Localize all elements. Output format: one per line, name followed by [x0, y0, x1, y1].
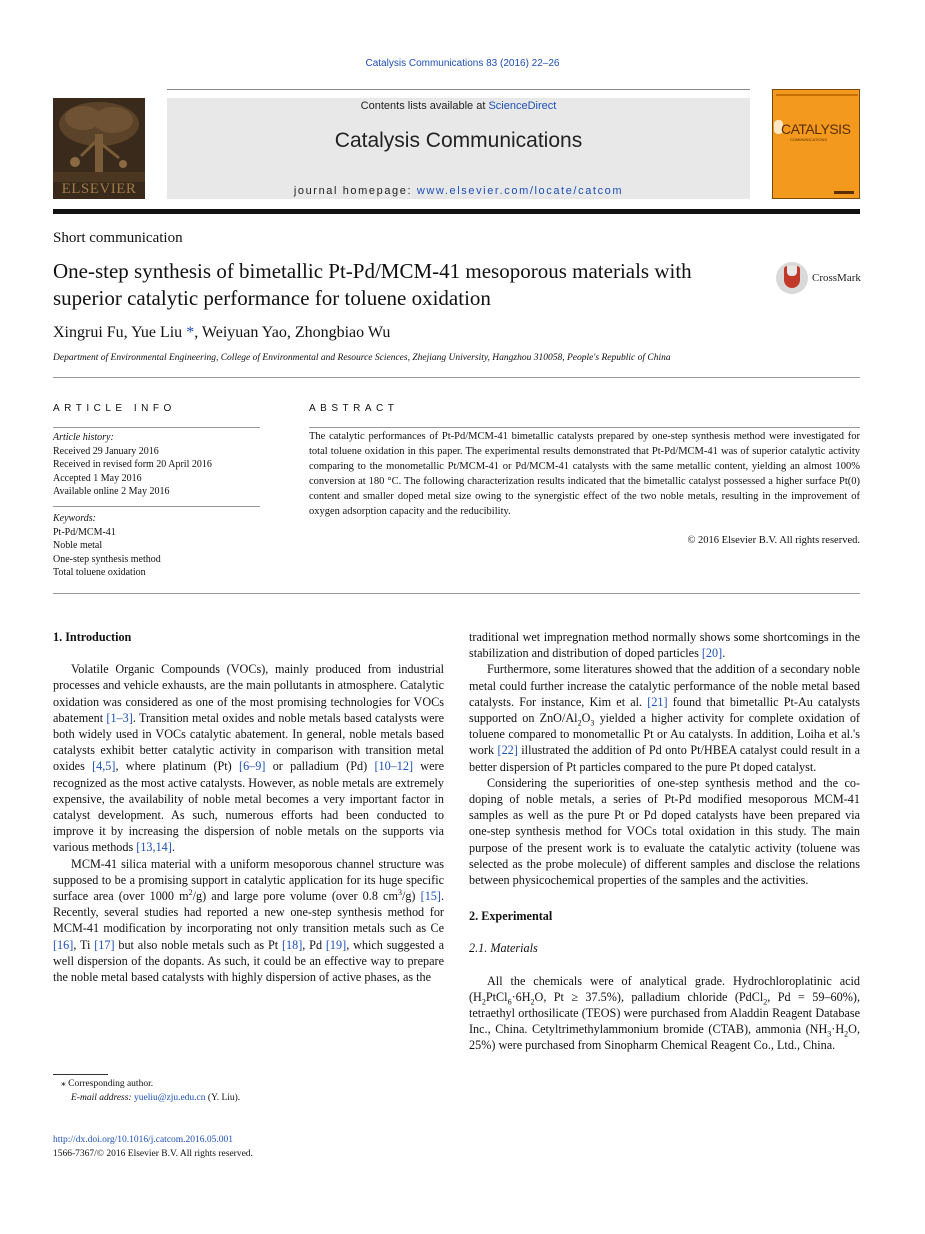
body-left-column	[53, 629, 444, 985]
article-title: One-step synthesis of bimetallic Pt-Pd/MCM-41 mesoporous materials with superior catalytic performance for toluene oxidation	[53, 259, 692, 310]
corresponding-label: Corresponding author.	[65, 1079, 154, 1089]
cover-band	[776, 94, 858, 96]
history-accepted: Accepted 1 May 2016	[53, 472, 142, 484]
tree-emblem-icon	[53, 98, 145, 182]
divider-after-affiliation	[53, 377, 860, 378]
abstract-heading: ABSTRACT	[309, 403, 399, 414]
doi-block	[53, 1134, 253, 1161]
history-online: Available online 2 May 2016	[53, 486, 170, 497]
reference-link[interactable]: [17]	[94, 937, 115, 952]
abstract-copyright: © 2016 Elsevier B.V. All rights reserved.	[687, 535, 860, 546]
journal-cover-image[interactable]	[772, 89, 860, 199]
email-label: E-mail address:	[71, 1092, 134, 1103]
affiliation: Department of Environmental Engineering, College of Environmental and Resource Sciences, Zhejiang University, Hangzhou 310058, People's Republic of China	[53, 353, 671, 363]
article-type: Short communication	[53, 230, 183, 246]
email-link[interactable]: yueliu@zju.edu.cn	[133, 1092, 206, 1103]
reference-link[interactable]: [16]	[53, 937, 74, 952]
article-info-heading: ARTICLE INFO	[53, 403, 176, 414]
issn-copyright: 1566-7367/© 2016 Elsevier B.V. All rights reserved.	[53, 1148, 253, 1159]
reference-link[interactable]: [20]	[701, 646, 723, 661]
footnote-rule	[53, 1074, 108, 1075]
paragraph: Considering the superiorities of one-step synthesis method and the co-doping of noble metals, a series of Pt-Pd modified mesoporous MCM-41 samples as well as the pure Pt or Pd doped catalysts have been prepared via one-step synthesis method for VOCs total oxidation in this study. The main purpose of the present work is to evaluate the catalytic activity (toluene was selected as the probe molecule) of different samples and disclose the relations between physicochemical properties of the samples and the activities.	[469, 775, 860, 888]
header-divider	[53, 209, 860, 214]
reference-link[interactable]: [21]	[647, 694, 668, 709]
reference-link[interactable]: [13,14]	[136, 840, 172, 855]
article-info-rule	[53, 427, 260, 428]
history-revised: Received in revised form 20 April 2016	[53, 459, 212, 470]
doi-link[interactable]: http://dx.doi.org/10.1016/j.catcom.2016.05.001	[53, 1135, 234, 1145]
reference-link[interactable]: [15]	[420, 889, 441, 904]
elsevier-wordmark: ELSEVIER	[61, 181, 137, 197]
homepage-prefix: journal homepage:	[293, 185, 417, 197]
body-right-column	[469, 629, 860, 1054]
divider-before-body	[53, 593, 860, 594]
journal-citation-link[interactable]: Catalysis Communications 83 (2016) 22–26	[365, 58, 560, 69]
section-heading-experimental: 2. Experimental	[469, 909, 553, 924]
crossmark-icon	[776, 262, 808, 294]
contents-prefix: Contents lists available at	[360, 100, 489, 112]
email-suffix: (Y. Liu).	[205, 1092, 241, 1103]
paragraph: Volatile Organic Compounds (VOCs), mainly produced from industrial processes and vehicle exhausts, are the main pollutants in atmosphere. Catalytic oxidation was considered as one of the most promising technologies for VOCs abatement [1–3]. Transition metal oxides and noble metals based catalysts were both widely used in VOCs catalytic abatement. In general, noble metals based catalysts exhibit better catalytic activity in comparison with transition metal oxides [4,5], where platinum (Pt) [6–9] or palladium (Pd) [10–12] were recognized as the most active catalysts. However, as noble metals are extremely expensive, the availability of noble metal becomes a very important factor in catalyst development. As such, numerous efforts had been conducted to improve it by increasing the dispersion of noble metals on the supports via various methods [13,14].	[53, 662, 445, 855]
history-label: Article history:	[53, 432, 114, 443]
reference-link[interactable]: [22]	[497, 743, 518, 758]
header-top-rule	[167, 89, 750, 90]
author-list	[53, 324, 390, 342]
cover-publisher-mark	[834, 191, 854, 194]
journal-name: Catalysis Communications	[334, 129, 583, 152]
abstract-text: The catalytic performances of Pt-Pd/MCM-41 bimetallic catalysts prepared by one-step synthesis method were investigated for total toluene oxidation in this paper. The experimental results demonstrated that Pt-Pd/MCM-41 was of superior catalytic activity comparing to the monometallic Pt/MCM-41 or Pd/MCM-41 catalysts with the same metallic content, yielding an almost 100% conversion at 180 °C. The following characterization results indicated that the bimetallic catalyst possessed a higher surface Pt(0) content and smaller doped metal size owing to the synergistic effect of the two noble metals, resulting in the improvement of oxygen adsorption capacity and the reducibility.	[309, 431, 860, 517]
crossmark-badge[interactable]	[776, 262, 860, 294]
paragraph: Furthermore, some literatures showed that the addition of a secondary noble metal could further increase the catalytic performance of the noble metal based catalysts. For instance, Kim et al. [21] found that bimetallic Pt-Au catalysts supported on ZnO/$Al_2O_3$ yielded a higher activity for complete oxidation of toluene compared to monometallic Pt or Au catalysts. In addition, Loiha et al.'s work [22] illustrated the addition of Pd onto Pt/HBEA catalyst could result in a better dispersion of Pt particles compared to the pure Pt doped catalyst.	[469, 662, 860, 774]
journal-homepage-link[interactable]: www.elsevier.com/locate/catcom	[416, 185, 624, 197]
paragraph: MCM-41 silica material with a uniform mesoporous channel structure was supposed to be a promising support in catalytic application for its huge specific surface area (over 1000 $m^2/g$) and large pore volume (over 0.8 $cm^3/g$) [15]. Recently, several studies had reported a new one-step synthesis method for MCM-41 modification by incorporating not only transition metals such as Ce [16], Ti [17] but also noble metals such as Pt [18], Pd [19], which suggested a well dispersion of the dopants. As such, it could be an effective way to prepare the noble metal based catalysts with highly dispersion of active phases, as the	[53, 856, 444, 985]
journal-masthead	[167, 98, 750, 199]
reference-link[interactable]: [18]	[281, 937, 303, 952]
subsection-heading-materials: 2.1. Materials	[469, 941, 538, 956]
keyword: One-step synthesis method	[53, 553, 161, 565]
sciencedirect-link[interactable]: ScienceDirect	[488, 100, 557, 112]
reference-link[interactable]: [6–9]	[239, 759, 266, 774]
keyword: Noble metal	[53, 540, 103, 551]
crossmark-label: CrossMark	[812, 272, 861, 284]
corresponding-author-footnote	[53, 1078, 240, 1105]
journal-homepage-line	[167, 185, 750, 197]
paragraph: All the chemicals were of analytical grade. Hydrochloroplatinic acid ($H_2PtCl_6\cdot 6H_2O$, Pt ≥ 37.5%), palladium chloride (PdCl$_2$, Pd = 59–60%), tetraethyl orthosilicate (TEOS) were purchased from Aladdin Reagent Database Inc., China. Cetyltrimethylammonium bromide (CTAB), ammonia ($NH_3\cdot H_2O$, 25%) were purchased from Sinopharm Chemical Reagent Co., Ltd., China.	[469, 973, 860, 1053]
cover-title: CATALYSIS	[781, 121, 851, 137]
reference-link[interactable]: [4,5]	[92, 759, 116, 774]
keyword: Total toluene oxidation	[53, 567, 146, 578]
footnote-mark: ⁎	[61, 1079, 66, 1089]
cover-subtitle: COMMUNICATIONS	[790, 137, 828, 142]
keywords	[53, 512, 260, 580]
section-heading-introduction: 1. Introduction	[53, 630, 132, 644]
reference-link[interactable]: [19]	[325, 937, 347, 952]
paragraph: traditional wet impregnation method normally shows some shortcomings in the stabilization and distribution of doped particles [20].	[469, 630, 860, 661]
history-received: Received 29 January 2016	[53, 445, 159, 457]
keyword: Pt-Pd/MCM-41	[53, 526, 116, 538]
contents-available-line	[167, 100, 750, 112]
reference-link[interactable]: [1–3]	[106, 710, 133, 725]
authors-part-2: , Weiyuan Yao, Zhongbiao Wu	[194, 324, 391, 341]
reference-link[interactable]: [10–12]	[374, 759, 414, 774]
elsevier-logo	[53, 98, 145, 199]
abstract-rule	[309, 427, 860, 428]
corresponding-author-marker[interactable]: *	[186, 324, 195, 341]
keywords-rule	[53, 506, 260, 507]
article-history	[53, 431, 260, 499]
keywords-label: Keywords:	[53, 513, 96, 524]
authors-part-1: Xingrui Fu, Yue Liu	[53, 324, 187, 341]
